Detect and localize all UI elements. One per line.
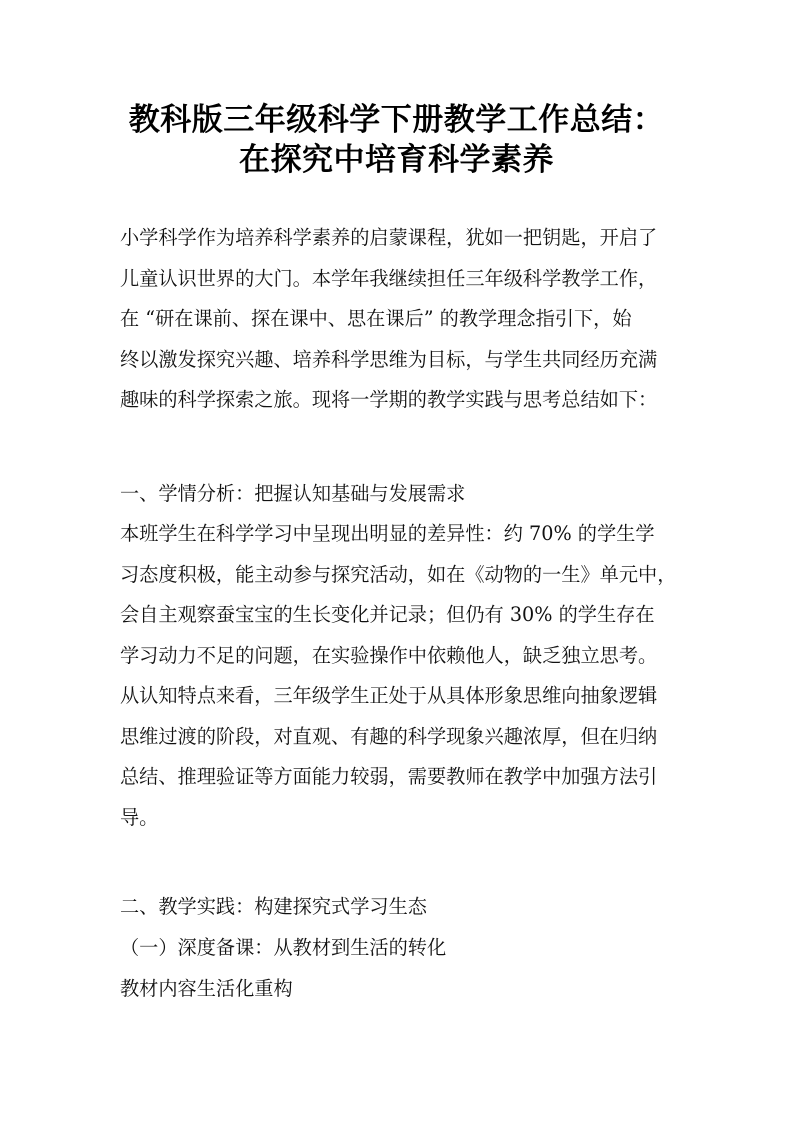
- section-1-line: 总结、推理验证等方面能力较弱，需要教师在教学中加强方法引: [120, 765, 658, 788]
- intro-line: 小学科学作为培养科学素养的启蒙课程，犹如一把钥匙，开启了: [120, 226, 658, 249]
- section-2-subheading: [120, 928, 678, 969]
- intro-line: 在 “研在课前、探在课中、思在课后” 的教学理念指引下，始: [120, 307, 632, 330]
- section-1-heading: [120, 474, 678, 515]
- intro-paragraph: [120, 218, 678, 421]
- intro-line: 儿童认识世界的大门。本学年我继续担任三年级科学教学工作，: [120, 266, 658, 290]
- section-1-line: 本班学生在科学学习中呈现出明显的差异性：约 70% 的学生学: [120, 522, 655, 545]
- item-text: 教材内容生活化重构: [120, 977, 293, 1000]
- document-title-line-1: 教科版三年级科学下册教学工作总结：: [128, 102, 665, 138]
- section-2-item: [120, 969, 678, 1010]
- subheading-text: （一）深度备课：从教材到生活的转化: [120, 936, 447, 959]
- section-heading-text: 二、教学实践：构建探究式学习生态: [120, 895, 427, 918]
- document-title-line-2: 在探究中培育科学素养: [239, 142, 554, 178]
- section-1-line: 从认知特点来看，三年级学生正处于从具体形象思维向抽象逻辑: [120, 684, 658, 707]
- section-1-line: 导。: [120, 805, 159, 829]
- section-1-line: 习态度积极，能主动参与探究活动，如在《动物的一生》单元中，: [120, 562, 677, 586]
- section-1-paragraph: [120, 514, 678, 838]
- section-1-line: 学习动力不足的问题，在实验操作中依赖他人，缺乏独立思考。: [120, 643, 658, 667]
- intro-line: 终以激发探究兴趣、培养科学思维为目标，与学生共同经历充满: [120, 347, 658, 371]
- section-1-line: 会自主观察蚕宝宝的生长变化并记录；但仍有 30% 的学生存在: [120, 603, 655, 626]
- section-1-line: 思维过渡的阶段，对直观、有趣的科学现象兴趣浓厚，但在归纳: [120, 724, 658, 748]
- intro-line: 趣味的科学探索之旅。现将一学期的教学实践与思考总结如下：: [120, 388, 658, 411]
- section-2-heading: [120, 887, 678, 928]
- section-heading-text: 一、学情分析：把握认知基础与发展需求: [120, 482, 466, 505]
